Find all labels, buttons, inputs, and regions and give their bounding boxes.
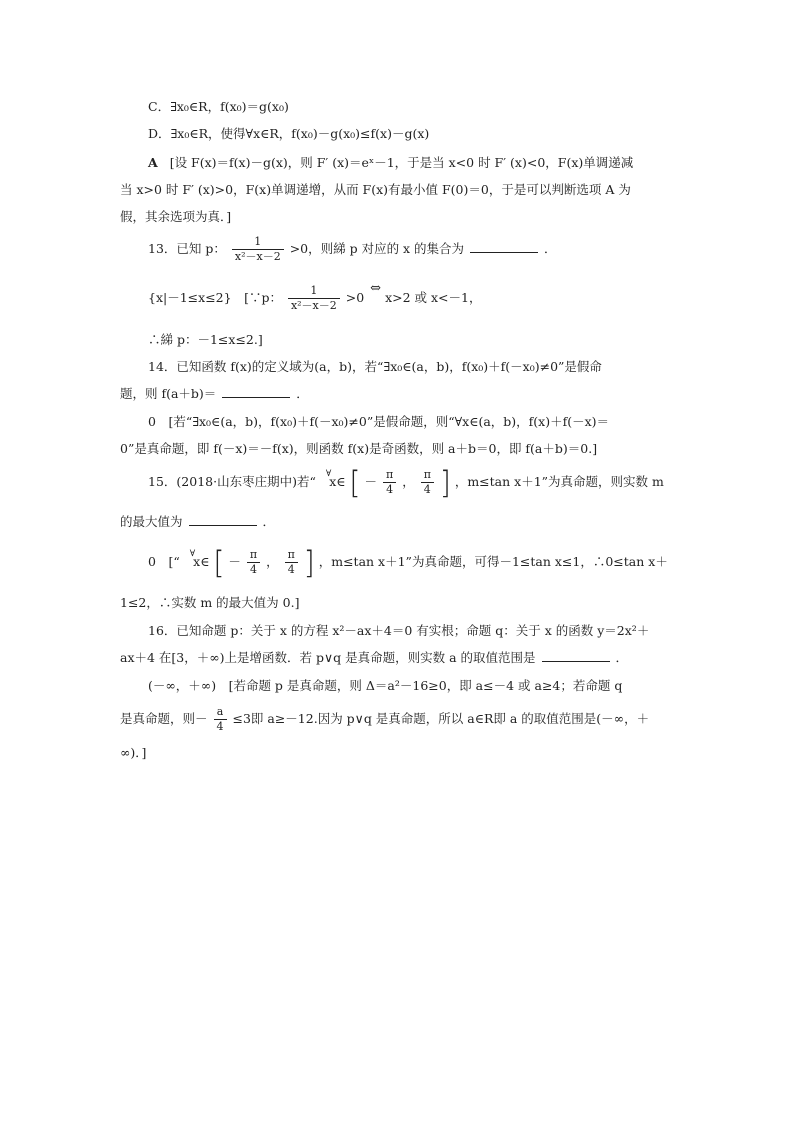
answer-14-line-2: 0”是真命题，即 f(－x)＝－f(x)，则函数 f(x)是奇函数，则 a＋b＝0，即 f(a＋b)＝0.] [120, 441, 598, 456]
q15-prefix: 15．(2018·山东枣庄期中)若“ [148, 474, 316, 489]
answer-12-line-1 [148, 153, 633, 171]
q16-text: ax＋4 在[3，＋∞)上是增函数．若 p∨q 是真命题，则实数 a 的取值范围是 [120, 650, 536, 665]
a15-fraction-left [247, 548, 260, 577]
a15-close-bracket: ] [303, 543, 315, 581]
q14-text: 题，则 f(a＋b)＝ [120, 386, 217, 401]
q15-text: ，m≤tan x＋1”为真命题，则实数 m [454, 474, 664, 489]
q13-period: ． [544, 241, 557, 256]
a16-text-2: ≤3即 a≥－12.因为 p∨q 是真命题，所以 a∈R即 a 的取值范围是(－∞，＋ [232, 711, 650, 726]
question-16-line-2 [120, 648, 628, 666]
question-15-line-1 [148, 463, 664, 501]
question-14-line-1: 14．已知函数 f(x)的定义域为(a，b)，若“∃x₀∈(a，b)，f(x₀)＋f(－x₀)≠0”是假命 [148, 359, 602, 374]
q15-right-denominator: 4 [421, 482, 434, 497]
forall-symbol: ∀ [189, 549, 196, 559]
answer-14-line-1: 0 [若“∃x₀∈(a，b)，f(x₀)＋f(－x₀)≠0”是假命题，则“∀x∈(a，b)，f(x)＋f(－x)＝ [148, 414, 610, 429]
a13-fraction [288, 284, 340, 313]
q15-x-in: x∈ [329, 474, 346, 489]
q13-fraction [232, 235, 284, 264]
q14-period: ． [296, 386, 309, 401]
a15-prefix: 0 [“ [148, 554, 180, 569]
answer-16-line-2 [120, 705, 649, 734]
q15-close-bracket: ] [439, 463, 451, 501]
a13-solution: x>2 或 x<－1， [385, 290, 482, 305]
a13-fraction-denominator: x²－x－2 [288, 298, 340, 313]
a15-right-denominator: 4 [285, 562, 298, 577]
a16-fraction-numerator: a [216, 705, 224, 718]
a15-text: ，m≤tan x＋1”为真命题，可得－1≤tan x≤1，∴0≤tan x＋ [318, 554, 668, 569]
answer-12-line-2: 当 x>0 时 F′ (x)>0，F(x)单调递增，从而 F(x)有最小值 F(0)＝0，于是可以判断选项 A 为 [120, 182, 631, 197]
a15-comma: ， [266, 554, 279, 569]
q15-period: ． [262, 514, 275, 529]
answer-12-line-3: 假，其余选项为真．] [120, 209, 232, 224]
equivalence-arrow: ⇔ [370, 281, 382, 296]
question-13 [148, 235, 557, 264]
a16-fraction-denominator: 4 [214, 719, 227, 734]
answer-15-line-1 [148, 543, 668, 581]
q15-fraction-right [421, 468, 434, 497]
a15-fraction-right [285, 548, 298, 577]
q13-fraction-denominator: x²－x－2 [232, 249, 284, 264]
a16-fraction [214, 705, 227, 734]
a15-open-bracket: [ [213, 543, 225, 581]
question-14-line-2 [120, 384, 309, 402]
q16-period: ． [615, 650, 629, 665]
a13-prefix: {x|－1≤x≤2} [∵p： [148, 290, 282, 305]
answer-letter: A [148, 155, 158, 170]
q15-left-denominator: 4 [383, 482, 396, 497]
a13-fraction-numerator: 1 [310, 284, 318, 297]
a15-x-in: x∈ [193, 554, 210, 569]
a15-left-numerator: π [249, 548, 258, 561]
q14-answer-blank [222, 385, 290, 398]
q13-fraction-numerator: 1 [254, 235, 262, 248]
answer-text: [设 F(x)＝f(x)－g(x)，则 F′ (x)＝eˣ－1，于是当 x<0 时 F′ (x)<0，F(x)单调递减 [169, 155, 634, 170]
q15-answer-blank [189, 513, 257, 526]
q15-open-bracket: [ [349, 463, 361, 501]
q13-prefix: 13．已知 p： [148, 241, 226, 256]
answer-15-line-2: 1≤2，∴实数 m 的最大值为 0.] [120, 595, 300, 610]
question-16-line-1: 16．已知命题 p：关于 x 的方程 x²－ax＋4＝0 有实根；命题 q：关于 x 的函数 y＝2x²＋ [148, 623, 650, 638]
answer-13-line-1 [148, 281, 482, 313]
answer-16-line-3: ∞)．] [120, 745, 147, 760]
q13-answer-blank [470, 240, 538, 253]
q15-text-2: 的最大值为 [120, 514, 183, 529]
a15-right-numerator: π [287, 548, 295, 561]
q15-left-numerator: π [385, 468, 394, 481]
answer-13-line-2: ∴綈 p：－1≤x≤2.] [148, 332, 263, 347]
forall-symbol: ∀ [325, 469, 332, 479]
a16-text-1: 是真命题，则－ [120, 711, 208, 726]
q15-comma: ， [402, 474, 415, 489]
question-15-line-2 [120, 512, 275, 530]
q15-right-numerator: π [423, 468, 431, 481]
q13-text: >0，则綈 p 对应的 x 的集合为 [289, 241, 465, 256]
a15-minus: － [228, 554, 241, 569]
q16-answer-blank [542, 649, 610, 662]
option-c: C．∃x₀∈R，f(x₀)＝g(x₀) [148, 99, 289, 114]
answer-16-line-1: (－∞，＋∞) [若命题 p 是真命题，则 Δ＝a²－16≥0，即 a≤－4 或 a≥4；若命题 q [148, 678, 623, 693]
q15-minus: － [364, 474, 377, 489]
a13-gt-zero: >0 [345, 290, 365, 305]
option-d: D．∃x₀∈R，使得∀x∈R，f(x₀)－g(x₀)≤f(x)－g(x) [148, 126, 430, 141]
q15-fraction-left [383, 468, 396, 497]
a15-left-denominator: 4 [247, 562, 260, 577]
